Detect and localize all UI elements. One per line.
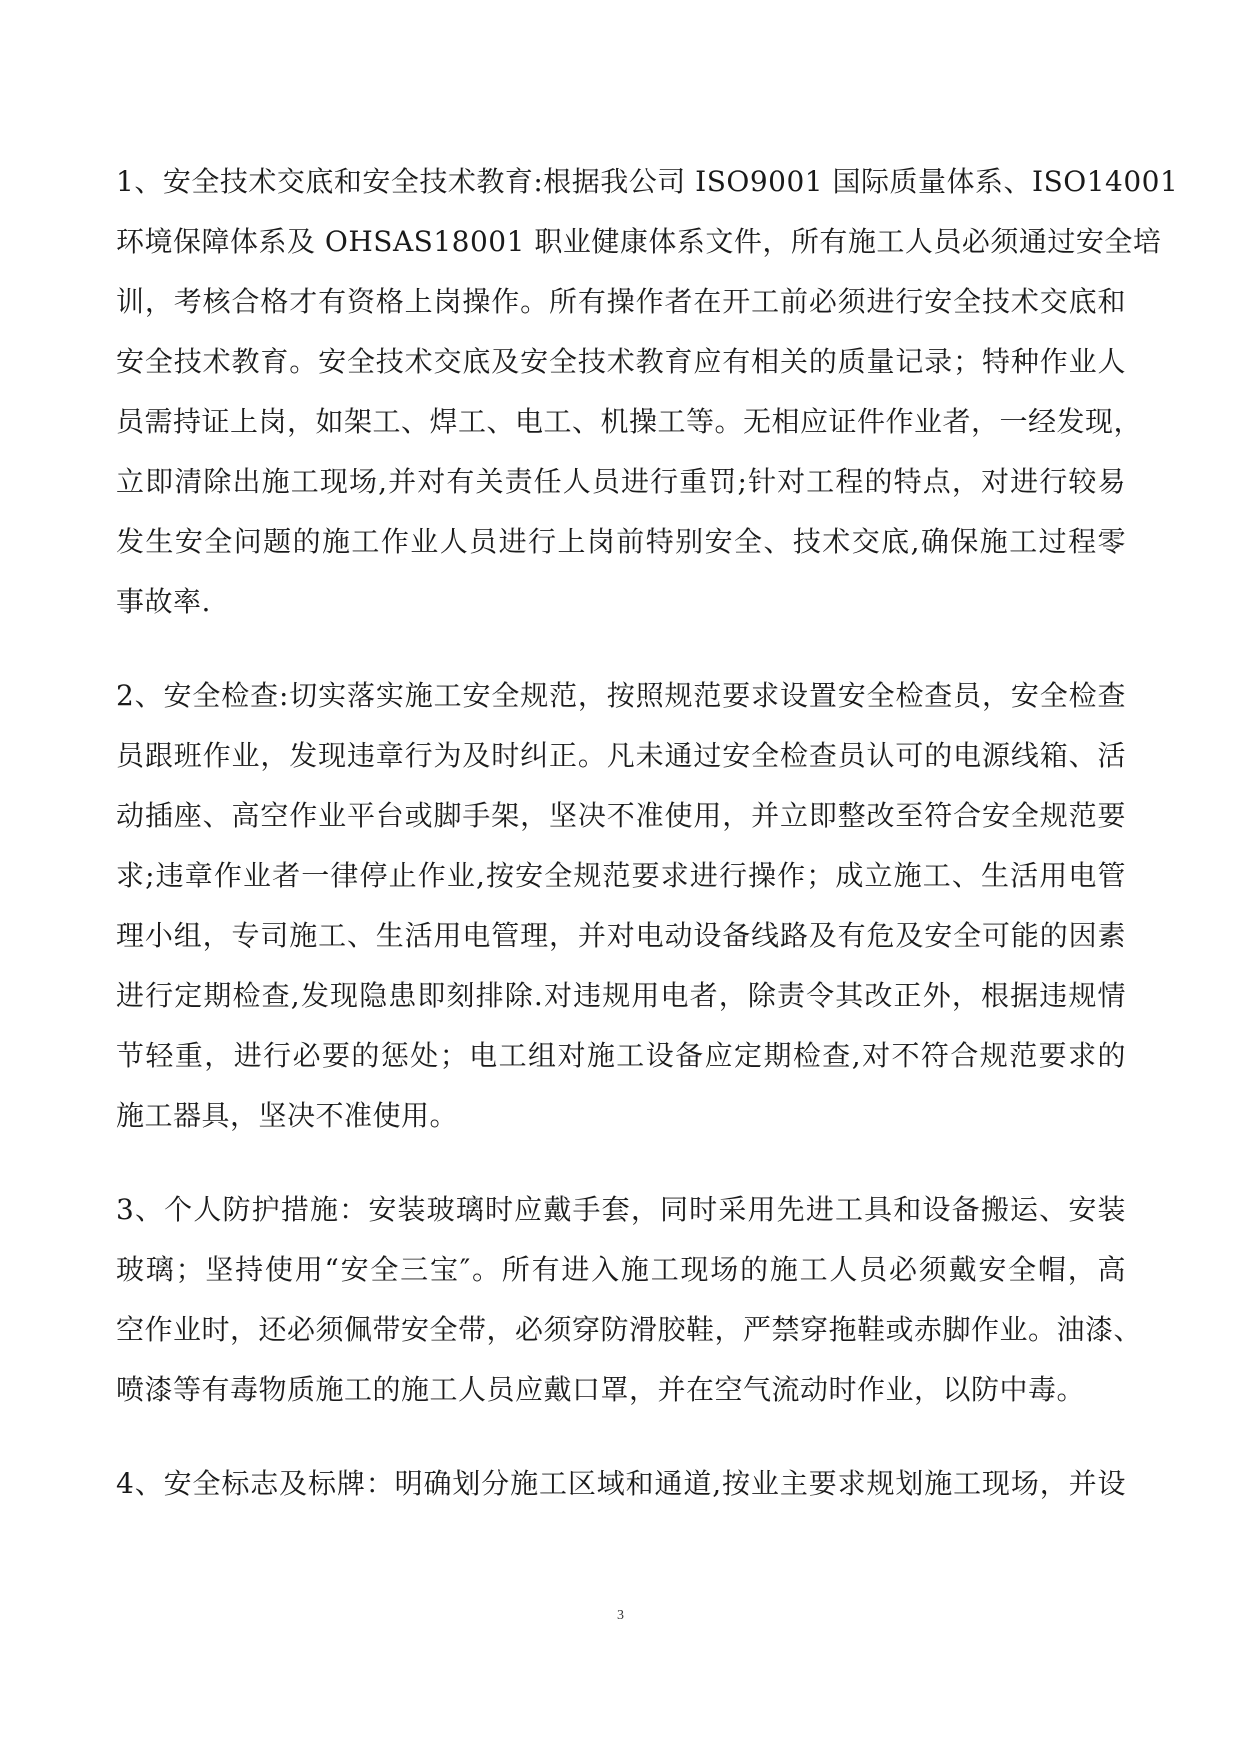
text-line: 员需持证上岗，如架工、焊工、电工、机操工等。无相应证件作业者，一经发现， xyxy=(116,405,1143,438)
text-line: 进行定期检查,发现隐患即刻排除.对违规用电者，除责令其改正外，根据违规情 xyxy=(116,979,1126,1012)
text-line: 求;违章作业者一律停止作业,按安全规范要求进行操作；成立施工、生活用电管 xyxy=(116,859,1126,892)
text-line: 理小组，专司施工、生活用电管理，并对电动设备线路及有危及安全可能的因素 xyxy=(116,919,1126,952)
paragraph-personal-protection xyxy=(116,1180,1143,1420)
text-line: 员跟班作业，发现违章行为及时纠正。凡未通过安全检查员认可的电源线箱、活 xyxy=(116,739,1126,772)
text-line: 4、安全标志及标牌：明确划分施工区域和通道,按业主要求规划施工现场，并设 xyxy=(116,1467,1126,1500)
text-line: 喷漆等有毒物质施工的施工人员应戴口罩，并在空气流动时作业，以防中毒。 xyxy=(116,1373,1086,1406)
text-line: 训，考核合格才有资格上岗操作。所有操作者在开工前必须进行安全技术交底和 xyxy=(116,285,1126,318)
paragraph-safety-briefing-education xyxy=(116,152,1179,632)
text-line: 事故率. xyxy=(116,585,211,618)
text-line: 玻璃；坚持使用“安全三宝″。所有进入施工现场的施工人员必须戴安全帽，高 xyxy=(116,1253,1126,1286)
text-line: 1、安全技术交底和安全技术教育:根据我公司 ISO9001 国际质量体系、ISO14001 xyxy=(116,165,1179,198)
text-line: 空作业时，还必须佩带安全带，必须穿防滑胶鞋，严禁穿拖鞋或赤脚作业。油漆、 xyxy=(116,1313,1143,1346)
document-body xyxy=(116,152,1179,1548)
page-number: 3 xyxy=(617,1608,624,1623)
text-line: 3、个人防护措施：安装玻璃时应戴手套，同时采用先进工具和设备搬运、安装 xyxy=(116,1193,1126,1226)
text-line: 环境保障体系及 OHSAS18001 职业健康体系文件，所有施工人员必须通过安全培 xyxy=(116,225,1162,258)
text-line: 2、安全检查:切实落实施工安全规范，按照规范要求设置安全检查员，安全检查 xyxy=(116,679,1126,712)
text-line: 施工器具，坚决不准使用。 xyxy=(116,1099,459,1132)
text-line: 安全技术教育。安全技术交底及安全技术教育应有相关的质量记录；特种作业人 xyxy=(116,345,1126,378)
text-line: 发生安全问题的施工作业人员进行上岗前特别安全、技术交底,确保施工过程零 xyxy=(116,525,1126,558)
text-line: 立即清除出施工现场,并对有关责任人员进行重罚;针对工程的特点，对进行较易 xyxy=(116,465,1126,498)
text-line: 动插座、高空作业平台或脚手架，坚决不准使用，并立即整改至符合安全规范要 xyxy=(116,799,1126,832)
paragraph-safety-inspection xyxy=(116,666,1126,1146)
text-line: 节轻重，进行必要的惩处；电工组对施工设备应定期检查,对不符合规范要求的 xyxy=(116,1039,1126,1072)
paragraph-safety-signs xyxy=(116,1454,1126,1514)
